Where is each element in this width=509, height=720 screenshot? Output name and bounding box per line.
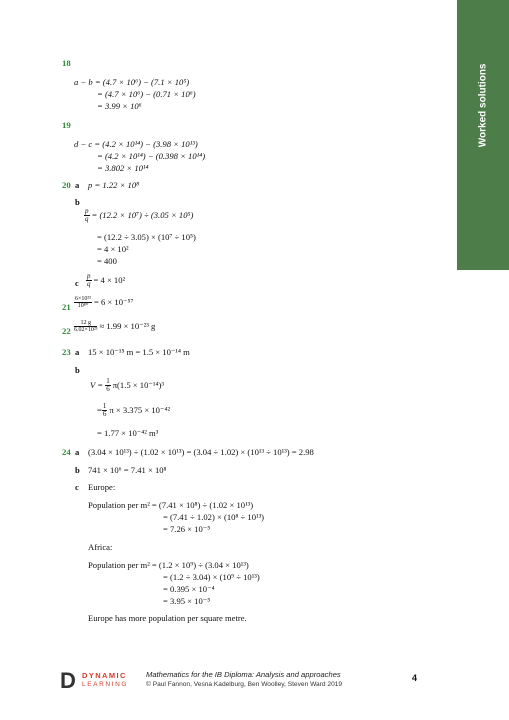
footer-credit: © Paul Fannon, Vesna Kadelburg, Ben Woolley, Steven Ward 2019 <box>146 681 343 688</box>
worked-solutions-tab <box>457 0 509 270</box>
q23-b-fraction-2: $\frac{1}{6}$ <box>102 402 107 419</box>
q24-africa-line-1: Population per m² = (1.2 × 10⁹) ÷ (3.04 × 10¹³) <box>88 560 249 570</box>
question-20-number: 20 <box>62 180 71 190</box>
question-23-number: 23 <box>62 347 71 357</box>
logo-top-text: DYNAMIC <box>82 671 127 680</box>
dynamic-learning-logo <box>60 668 142 692</box>
q22-line: $\frac{12 g}{\text{6.02×10²³}}$ ≈ 1.99 × 10⁻²³ g <box>74 320 156 334</box>
question-19-number: 19 <box>62 120 71 130</box>
q20-a-line: p = 1.22 × 10⁸ <box>88 180 140 190</box>
q23-part-a-label: a <box>75 347 80 357</box>
logo-bottom-text: LEARNING <box>82 681 129 688</box>
q20-c-fraction: $\frac{p}{q}$ <box>87 272 91 289</box>
q23-a-line: 15 × 10⁻¹⁵ m = 1.5 × 10⁻¹⁴ m <box>88 347 190 357</box>
q23-b-line-2: = $\frac{1}{6}$ π × 3.375 × 10⁻⁴² <box>97 402 171 419</box>
q18-line-3: = 3.99 × 10⁶ <box>97 101 142 111</box>
side-tab-label: Worked solutions <box>477 63 489 148</box>
q19-line-1: d − c = (4.2 × 10¹⁴) − (3.98 × 10¹³) <box>74 139 198 149</box>
q24-africa-line-3: = 0.395 × 10⁻⁴ <box>163 584 215 594</box>
q24-africa-line-4: = 3.95 × 10⁻⁵ <box>163 596 211 606</box>
q24-europe-heading: Europe: <box>88 482 116 492</box>
q23-b-fraction-1: $\frac{1}{6}$ <box>106 377 110 394</box>
page-number: 4 <box>412 673 418 683</box>
q20-b-line-3: = 4 × 10² <box>97 244 129 254</box>
q24-b-line: 741 × 10⁶ = 7.41 × 10⁸ <box>88 465 167 475</box>
q24-africa-heading: Africa: <box>88 542 113 552</box>
q19-line-2: = (4.2 × 10¹⁴) − (0.398 × 10¹⁴) <box>97 151 206 161</box>
q20-part-b-label: b <box>75 197 80 207</box>
question-21-number: 21 <box>62 302 71 312</box>
q24-africa-line-2: = (1.2 ÷ 3.04) × (10⁹ ÷ 10¹³) <box>163 572 260 582</box>
q22-fraction: $\frac{12 g}{\text{6.02×10²³}}$ <box>74 320 98 334</box>
q21-line: $\frac{\text{6×10²³}}{\text{10⁸⁰}}$ = 6 × 10⁻⁵⁷ <box>75 296 134 310</box>
q20-b-line-1: $\frac{p}{q}$ = (12.2 × 10⁷) ÷ (3.05 × 10⁵) <box>85 207 194 224</box>
q23-b-line-3: = 1.77 × 10⁻⁴² m³ <box>97 428 159 438</box>
q24-europe-line-2: = (7.41 ÷ 1.02) × (10⁸ ÷ 10¹³) <box>163 512 265 522</box>
q24-a-line: (3.04 × 10¹³) ÷ (1.02 × 10¹³) = (3.04 ÷ 1.02) × (10¹³ ÷ 10¹³) = 2.98 <box>88 447 314 457</box>
question-22-number: 22 <box>62 326 71 336</box>
question-24-number: 24 <box>62 447 71 457</box>
q20-b-line-2: = (12.2 ÷ 3.05) × (10⁷ ÷ 10⁵) <box>97 232 196 242</box>
q18-line-2: = (4.7 × 10⁶) − (0.71 × 10⁶) <box>97 89 196 99</box>
q24-europe-line-1: Population per m² = (7.41 × 10⁸) ÷ (1.02 × 10¹³) <box>88 500 254 510</box>
q24-part-a-label: a <box>75 447 80 457</box>
question-18-number: 18 <box>62 58 71 68</box>
q20-b-fraction: $\frac{p}{q}$ <box>85 207 89 224</box>
q20-c-line: $\frac{p}{q}$ = 4 × 10² <box>87 272 126 289</box>
footer-book-title: Mathematics for the IB Diploma: Analysis and approaches <box>146 670 341 679</box>
q23-part-b-label: b <box>75 365 80 375</box>
q21-fraction: $\frac{\text{6×10²³}}{\text{10⁸⁰}}$ <box>75 296 91 310</box>
q20-part-c-label: c <box>75 278 79 288</box>
q24-part-c-label: c <box>75 482 79 492</box>
q20-b-line-4: = 400 <box>97 256 117 266</box>
q24-part-b-label: b <box>75 465 80 475</box>
logo-letter: D <box>60 668 76 693</box>
q24-conclusion: Europe has more population per square metre. <box>88 613 247 623</box>
q24-europe-line-3: = 7.26 × 10⁻⁵ <box>163 524 211 534</box>
q19-line-3: = 3.802 × 10¹⁴ <box>97 163 149 173</box>
q20-part-a-label: a <box>75 180 80 190</box>
q18-line-1: a − b = (4.7 × 10⁶) − (7.1 × 10⁵) <box>74 77 190 87</box>
q23-b-line-1: V = $\frac{1}{6}$ π(1.5 × 10⁻¹⁴)³ <box>90 377 164 394</box>
